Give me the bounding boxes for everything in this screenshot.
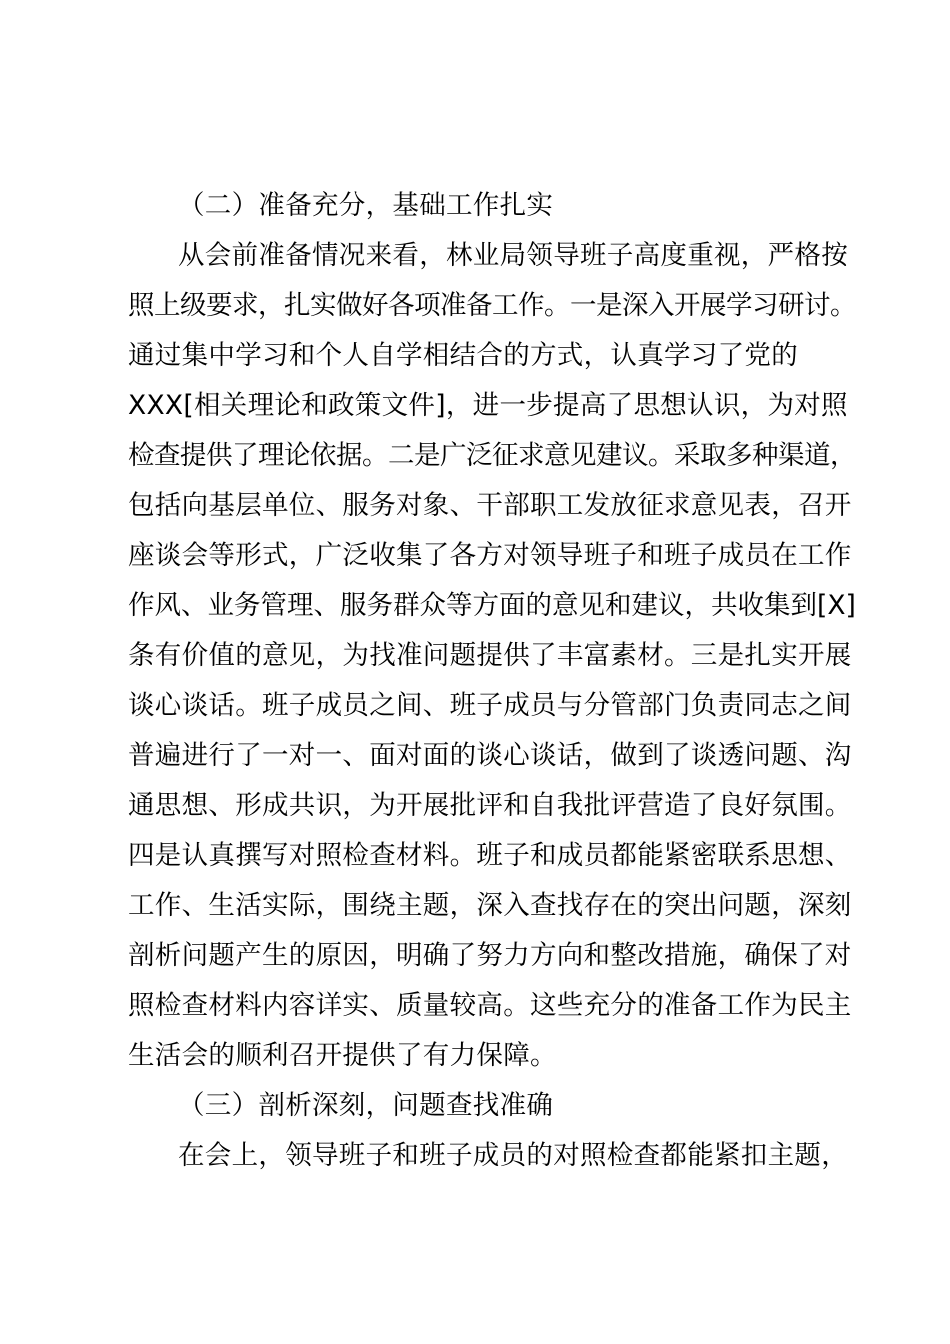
paragraph-line: 检查提供了理论依据。二是广泛征求意见建议。采取多种渠道， bbox=[128, 440, 856, 471]
paragraph-line: 在会上，领导班子和班子成员的对照检查都能紧扣主题， bbox=[178, 1140, 848, 1171]
paragraph-line: 生活会的顺利召开提供了有力保障。 bbox=[128, 1040, 557, 1071]
paragraph-line: 从会前准备情况来看，林业局领导班子高度重视，严格按 bbox=[178, 240, 848, 271]
paragraph-line: 照上级要求，扎实做好各项准备工作。一是深入开展学习研讨。 bbox=[128, 290, 856, 321]
paragraph-line: 包括向基层单位、服务对象、干部职工发放征求意见表，召开 bbox=[128, 490, 852, 521]
paragraph-line: 工作、生活实际，围绕主题，深入查找存在的突出问题，深刻 bbox=[128, 890, 852, 921]
paragraph-line: 通过集中学习和个人自学相结合的方式，认真学习了党的 bbox=[128, 340, 798, 371]
paragraph-line: 谈心谈话。班子成员之间、班子成员与分管部门负责同志之间 bbox=[128, 690, 852, 721]
paragraph-line: 普遍进行了一对一、面对面的谈心谈话，做到了谈透问题、沟 bbox=[128, 740, 852, 771]
paragraph-line: 通思想、形成共识，为开展批评和自我批评营造了良好氛围。 bbox=[128, 790, 852, 821]
paragraph-line: 座谈会等形式，广泛收集了各方对领导班子和班子成员在工作 bbox=[128, 540, 852, 571]
paragraph-line: 作风、业务管理、服务群众等方面的意见和建议，共收集到[X] bbox=[128, 590, 856, 621]
paragraph-line: 剖析问题产生的原因，明确了努力方向和整改措施，确保了对 bbox=[128, 940, 852, 971]
paragraph-line: 条有价值的意见，为找准问题提供了丰富素材。三是扎实开展 bbox=[128, 640, 852, 671]
paragraph-line: 照检查材料内容详实、质量较高。这些充分的准备工作为民主 bbox=[128, 990, 852, 1021]
section-heading-2: （二）准备充分，基础工作扎实 bbox=[178, 190, 554, 221]
section-heading-3: （三）剖析深刻，问题查找准确 bbox=[178, 1090, 554, 1121]
paragraph-line: XXX[相关理论和政策文件]，进一步提高了思想认识，为对照 bbox=[128, 390, 848, 421]
paragraph-line: 四是认真撰写对照检查材料。班子和成员都能紧密联系思想、 bbox=[128, 840, 852, 871]
